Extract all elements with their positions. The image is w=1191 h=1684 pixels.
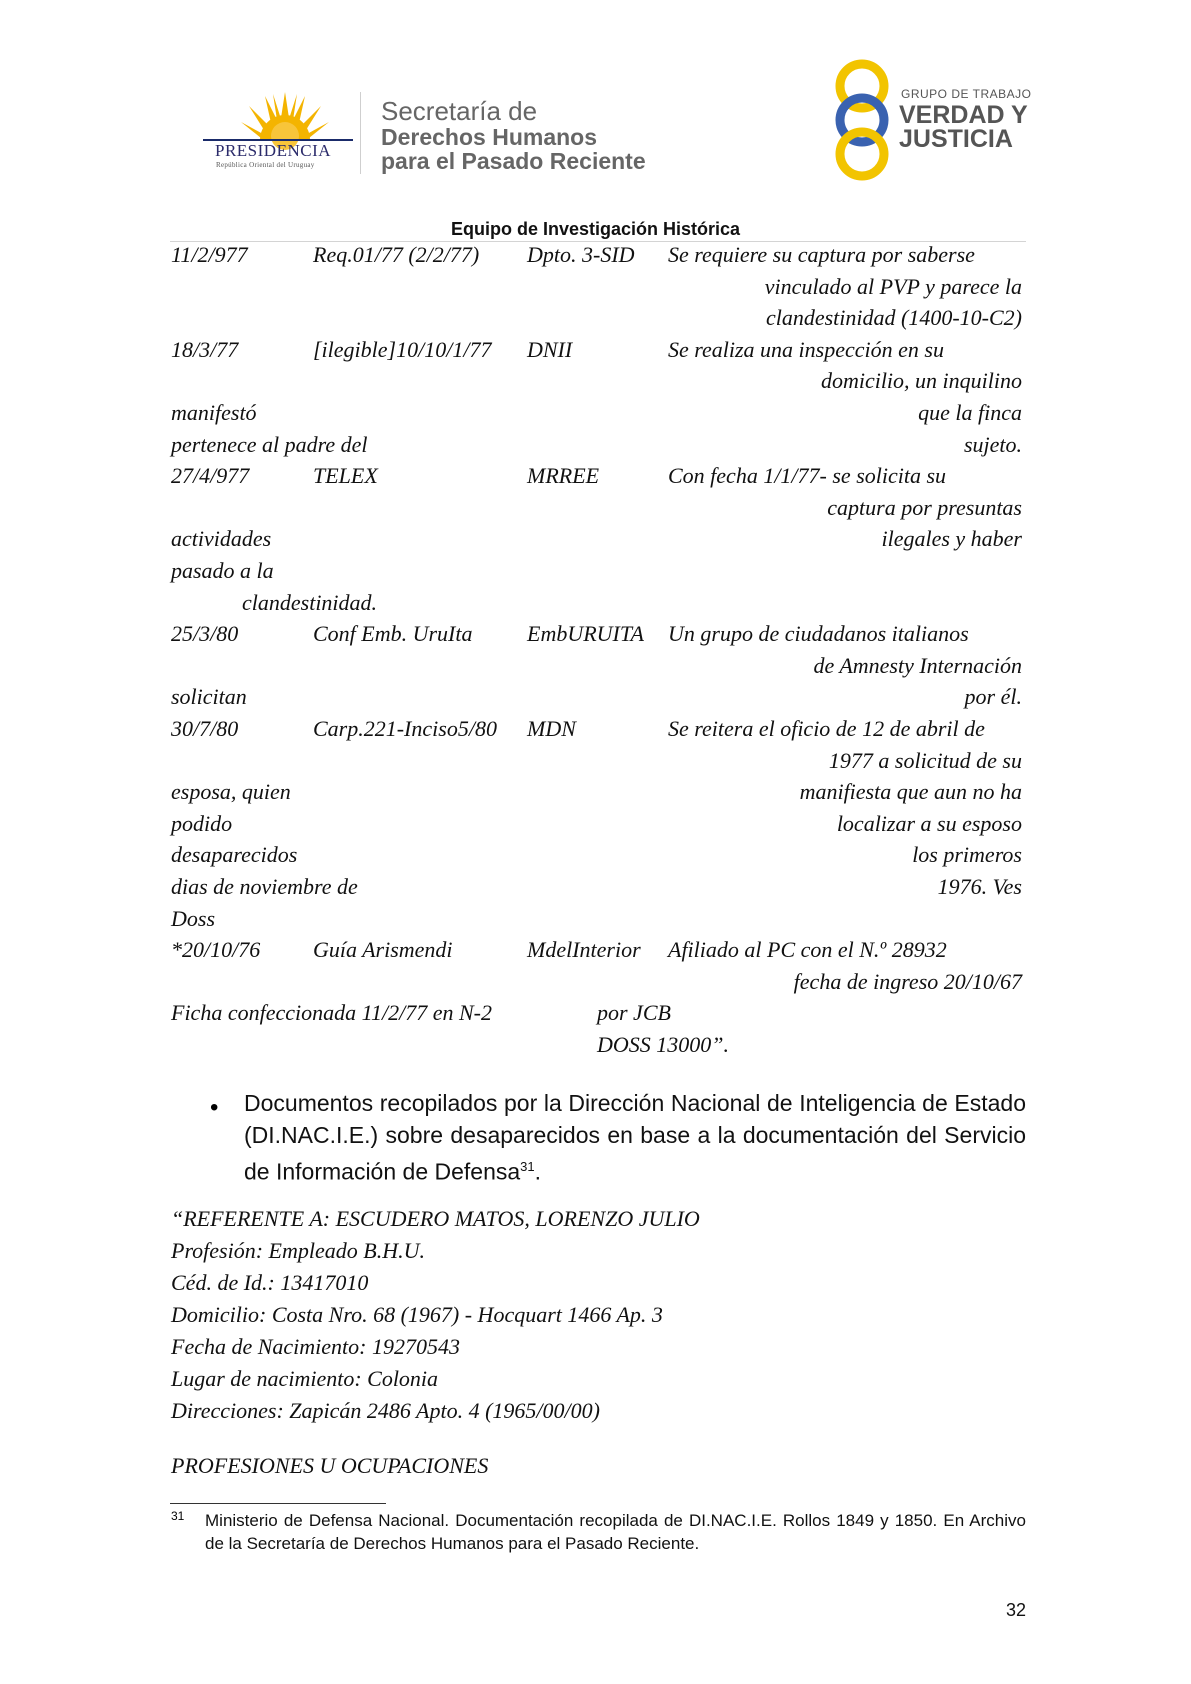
section-title: PROFESIONES U OCUPACIONES [171, 1453, 489, 1478]
secretaria-line-1: Secretaría de [381, 96, 538, 126]
row-description: manifiesta que aun no ha [799, 779, 1022, 805]
row-date: 11/2/977 [171, 242, 248, 267]
secretaria-line-3: para el Pasado Reciente [381, 148, 646, 174]
row-continuation-left: pasado a la [171, 558, 274, 583]
row-description: Un grupo de ciudadanos italianos [668, 621, 969, 647]
row-description: sujeto. [963, 431, 1022, 457]
row-continuation-left: esposa, quien [171, 779, 291, 805]
row-organism: MdelInterior [527, 937, 641, 963]
row-organism: EmbURUITA [527, 621, 644, 647]
row-organism: DNII [527, 336, 573, 362]
footnote-rule [170, 1503, 386, 1504]
record-line: Domicilio: Costa Nro. 68 (1967) - Hocquart 1466 Ap. 3 [171, 1302, 663, 1327]
row-continuation-left: clandestinidad. [242, 589, 378, 615]
row-reference: Guía Arismendi [313, 937, 453, 963]
row-continuation-left: pertenece al padre del [171, 431, 368, 457]
row-date: *20/10/76 [171, 937, 261, 963]
row-date: 27/4/977 [171, 463, 250, 489]
row-continuation-left: solicitan [171, 684, 247, 710]
record-line: Céd. de Id.: 13417010 [171, 1270, 369, 1295]
row-description: fecha de ingreso 20/10/67 [793, 968, 1022, 994]
row-date: 25/3/80 [171, 621, 239, 647]
row-reference: TELEX [313, 463, 378, 489]
row-description: 1977 a solicitud de su [828, 747, 1022, 773]
row-continuation-mid: DOSS 13000”. [597, 1032, 730, 1057]
row-continuation-left: podido [171, 810, 233, 836]
grupo-title-line-1: VERDAD Y [899, 101, 1028, 129]
row-continuation-mid: por JCB [597, 1000, 671, 1026]
presidencia-name: PRESIDENCIA [215, 141, 332, 160]
record-line: Lugar de nacimiento: Colonia [171, 1366, 439, 1391]
row-continuation-left: actividades [171, 526, 272, 552]
presidencia-subtitle: República Oriental del Uruguay [216, 161, 315, 169]
row-reference: Req.01/77 (2/2/77) [313, 242, 480, 267]
record-line: Fecha de Nacimiento: 19270543 [171, 1334, 460, 1359]
row-description: Se requiere su captura por saberse [668, 242, 975, 267]
bullet-end: . [534, 1158, 542, 1185]
bullet-text: Documentos recopilados por la Dirección Nacional de Inteligencia de Estado (DI.NAC.I.E.) sobre desaparecidos en base a la documentación del Servicio de Información de Defensa [244, 1090, 1026, 1185]
row-continuation-left: manifestó [171, 400, 257, 425]
bullet-marker: • [210, 1094, 219, 1121]
row-description: Afiliado al PC con el N.º 28932 [668, 937, 947, 963]
record-line: “REFERENTE A: ESCUDERO MATOS, LORENZO JULIO [171, 1206, 700, 1231]
row-description: clandestinidad (1400-10-C2) [765, 305, 1022, 331]
row-description: de Amnesty Internación [813, 652, 1022, 678]
row-description: Se reitera el oficio de 12 de abril de [668, 716, 985, 741]
verdad-justicia-rings-logo [822, 56, 902, 184]
row-description: los primeros [912, 842, 1022, 868]
row-organism: MRREE [527, 463, 600, 489]
row-date: 18/3/77 [171, 336, 239, 362]
row-continuation-left: desaparecidos [171, 842, 298, 868]
record-line: Profesión: Empleado B.H.U. [171, 1238, 425, 1263]
row-description: domicilio, un inquilino [820, 368, 1022, 394]
footnote-text: Ministerio de Defensa Nacional. Documentación recopilada de DI.NAC.I.E. Rollos 1849 y 1850. En Archivo de la Secretaría de Derechos Humanos para el Pasado Reciente. [205, 1511, 1026, 1553]
footnote-ref[interactable]: 31 [520, 1159, 535, 1174]
row-description: por él. [964, 684, 1022, 710]
row-description: vinculado al PVP y parece la [764, 273, 1022, 299]
row-description: localizar a su esposo [836, 810, 1022, 836]
row-continuation-left: Doss [171, 905, 216, 931]
row-description: Con fecha 1/1/77- se solicita su [668, 463, 947, 489]
secretaria-line-2: Derechos Humanos [381, 124, 598, 150]
record-line: Direcciones: Zapicán 2486 Apto. 4 (1965/00/00) [171, 1398, 600, 1423]
row-reference: [ilegible]10/10/1/77 [313, 336, 492, 362]
row-date: 30/7/80 [171, 716, 239, 741]
row-description: que la finca [918, 400, 1022, 425]
row-continuation-left: dias de noviembre de [171, 874, 358, 899]
page-header: Equipo de Investigación Histórica [450, 219, 741, 239]
footnote-number: 31 [171, 1509, 185, 1523]
row-organism: MDN [527, 716, 576, 741]
row-description: Se realiza una inspección en su [668, 336, 944, 362]
row-reference: Carp.221-Inciso5/80 [313, 716, 497, 741]
page-number: 32 [1006, 1600, 1027, 1620]
grupo-small-label: GRUPO DE TRABAJO [901, 87, 1032, 101]
row-reference: Conf Emb. UruIta [313, 621, 473, 647]
grupo-title-line-2: JUSTICIA [899, 125, 1013, 153]
row-organism: Dpto. 3-SID [527, 242, 635, 267]
row-description: ilegales y haber [881, 526, 1022, 552]
row-description: captura por presuntas [827, 494, 1022, 520]
row-continuation-left: Ficha confeccionada 11/2/77 en N-2 [171, 1000, 492, 1026]
bullet-paragraph [244, 1087, 1026, 1188]
row-description: 1976. Ves [937, 874, 1022, 899]
header-separator [360, 92, 361, 174]
